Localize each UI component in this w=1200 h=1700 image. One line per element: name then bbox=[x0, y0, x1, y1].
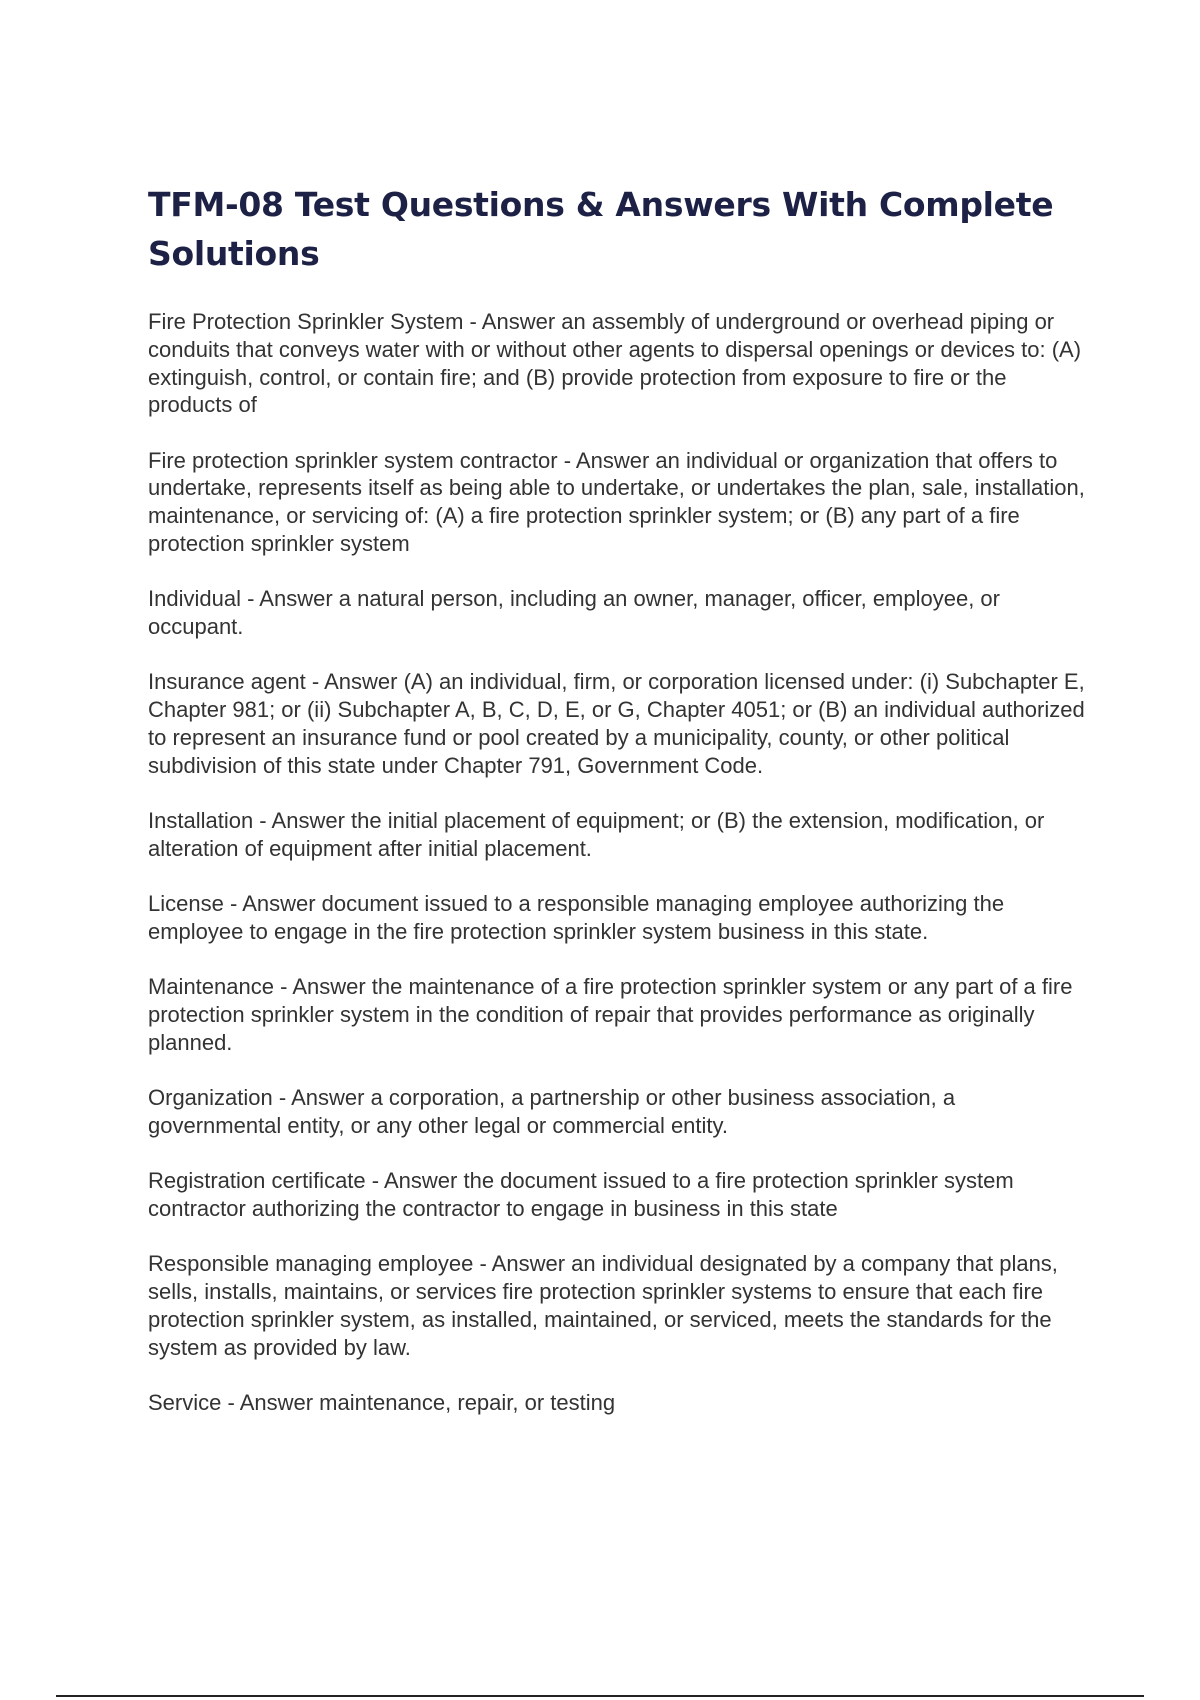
document-title: TFM-08 Test Questions & Answers With Complete Solutions bbox=[148, 185, 1054, 273]
qa-term: Fire Protection Sprinkler System bbox=[148, 309, 464, 334]
qa-item bbox=[148, 1389, 1088, 1417]
qa-answer: Answer an individual designated by a company that plans, sells, installs, maintains, or services fire protection sprinkler systems to ensure that each fire protection sprinkler system, as installed, maintained, or serviced, meets the standards for the system as provided by law. bbox=[148, 1251, 1058, 1360]
qa-separator: - bbox=[273, 974, 293, 1000]
bottom-divider bbox=[56, 1695, 1144, 1697]
qa-item bbox=[148, 1084, 1088, 1140]
qa-term: Individual bbox=[148, 586, 241, 612]
qa-item bbox=[148, 890, 1088, 946]
qa-answer: Answer the document issued to a fire protection sprinkler system contractor authorizing the contractor to engage in business in this state bbox=[148, 1168, 1014, 1222]
qa-term: Service bbox=[148, 1390, 222, 1416]
qa-term: Fire protection sprinkler system contractor bbox=[148, 447, 558, 473]
qa-answer: Answer (A) an individual, firm, or corporation licensed under: (i) Subchapter E, Chapter 981; or (ii) Subchapter A, B, C, D, E, or G, Chapter 4051; or (B) an individual authorized to represent an insurance fund or pool created by a municipality, county, or other political subdivision of this state under Chapter 791, Government Code. bbox=[148, 669, 1085, 778]
qa-item bbox=[148, 447, 1088, 558]
qa-separator: - bbox=[253, 808, 272, 834]
qa-item bbox=[148, 973, 1088, 1056]
qa-answer: Answer a natural person, including an owner, manager, officer, employee, or occupant. bbox=[148, 586, 1000, 640]
qa-answer: Answer document issued to a responsible managing employee authorizing the employee to engage in the fire protection sprinkler system business in this state. bbox=[148, 891, 1005, 945]
qa-separator: - bbox=[365, 1168, 384, 1194]
qa-separator: - bbox=[240, 586, 260, 612]
qa-separator: - bbox=[473, 1251, 492, 1277]
qa-item bbox=[148, 668, 1088, 779]
qa-list bbox=[148, 308, 1088, 1417]
qa-separator: - bbox=[221, 1390, 240, 1416]
qa-term: License bbox=[148, 891, 224, 917]
qa-term: Insurance agent bbox=[148, 669, 306, 695]
qa-answer: Answer a corporation, a partnership or other business association, a governmental entity, or any other legal or commercial entity. bbox=[148, 1085, 956, 1139]
qa-answer: Answer an individual or organization that offers to undertake, represents itself as being able to undertake, or undertakes the plan, sale, installation, maintenance, or servicing of: (A) a fire protection sprinkler system; or (B) any part of a fire protection sprinkler system bbox=[148, 447, 1085, 557]
qa-term: Responsible managing employee bbox=[148, 1251, 474, 1277]
qa-answer: Answer an assembly of underground or overhead piping or conduits that conveys water with or without other agents to dispersal openings or devices to: (A) extinguish, control, or contain fire; and (B) provide protection from exposure to fire or the products of bbox=[148, 309, 1082, 418]
qa-term: Registration certificate bbox=[148, 1168, 366, 1194]
qa-item bbox=[148, 585, 1088, 641]
qa-separator: - bbox=[272, 1085, 292, 1111]
qa-separator: - bbox=[463, 309, 482, 334]
qa-term: Maintenance bbox=[148, 974, 274, 1000]
qa-separator: - bbox=[557, 447, 576, 473]
qa-answer: Answer the initial placement of equipment; or (B) the extension, modification, or alteration of equipment after initial placement. bbox=[148, 808, 1045, 861]
qa-answer: Answer the maintenance of a fire protection sprinkler system or any part of a fire protection sprinkler system in the condition of repair that provides performance as originally planned. bbox=[148, 974, 1073, 1055]
qa-item bbox=[148, 807, 1088, 863]
qa-term: Installation bbox=[148, 808, 254, 834]
qa-item bbox=[148, 1167, 1088, 1223]
document-content bbox=[148, 180, 1088, 1444]
qa-term: Organization bbox=[148, 1085, 273, 1111]
qa-item bbox=[148, 1250, 1088, 1361]
qa-separator: - bbox=[223, 891, 243, 917]
qa-separator: - bbox=[305, 669, 325, 695]
qa-answer: Answer maintenance, repair, or testing bbox=[239, 1390, 616, 1416]
qa-item bbox=[148, 308, 1088, 419]
